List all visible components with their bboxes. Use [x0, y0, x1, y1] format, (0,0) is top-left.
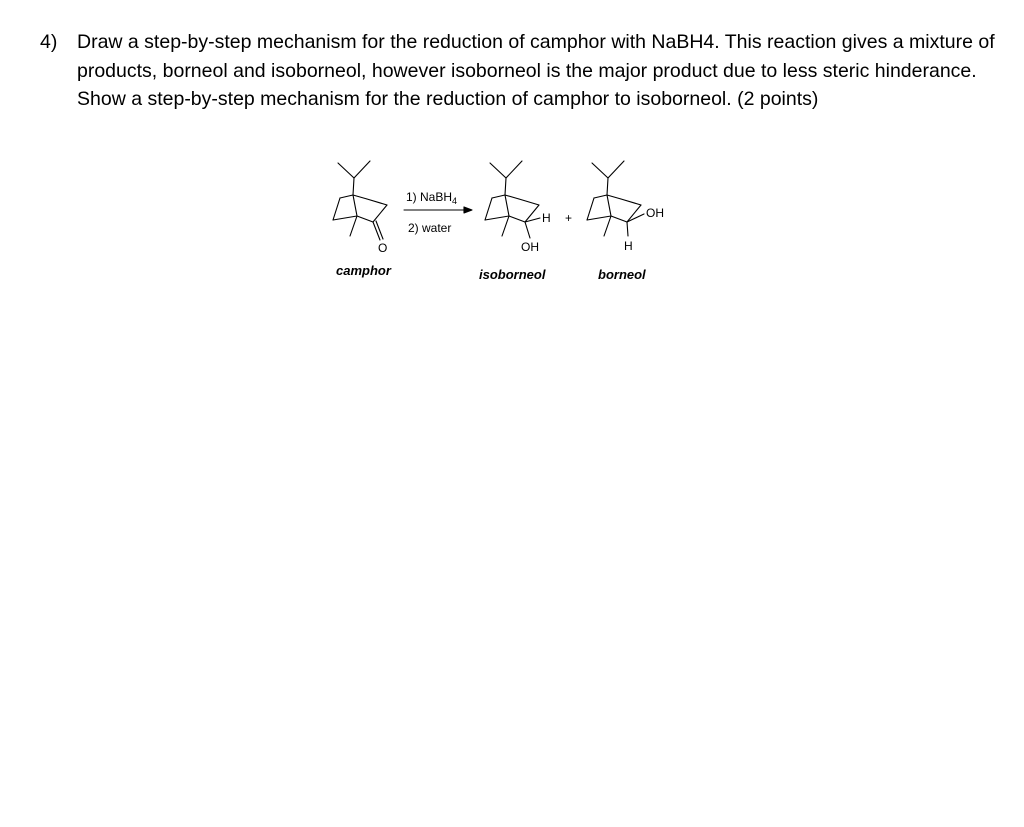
- plus-sign: +: [565, 211, 573, 225]
- reaction-arrow: [404, 207, 472, 213]
- reagent-step-1-subscript: 4: [452, 196, 458, 206]
- borneol-h-label: H: [624, 239, 633, 253]
- camphor-structure: [333, 161, 387, 240]
- camphor-name: camphor: [336, 263, 391, 278]
- isoborneol-oh-label: OH: [521, 240, 539, 254]
- borneol-structure: [587, 161, 644, 236]
- camphor-oxygen-label: O: [378, 241, 388, 255]
- question-text: Draw a step-by-step mechanism for the reduction of camphor with NaBH4. This reaction gives a mixture of products, borneol and isoborneol, however isoborneol is the major product due to less steric hinderance. Show a step-by-step mechanism for the reduction of camphor to isoborneol. (2 points): [77, 31, 995, 111]
- reagent-step-2: 2) water: [408, 221, 452, 235]
- isoborneol-structure: [485, 161, 540, 238]
- isoborneol-h-label: H: [542, 211, 551, 225]
- question-number: 4): [40, 31, 58, 53]
- borneol-oh-label: OH: [646, 206, 664, 220]
- reagent-step-1: 1) NaBH$_4$: [406, 190, 458, 206]
- borneol-name: borneol: [598, 267, 646, 282]
- isoborneol-name: isoborneol: [479, 267, 546, 282]
